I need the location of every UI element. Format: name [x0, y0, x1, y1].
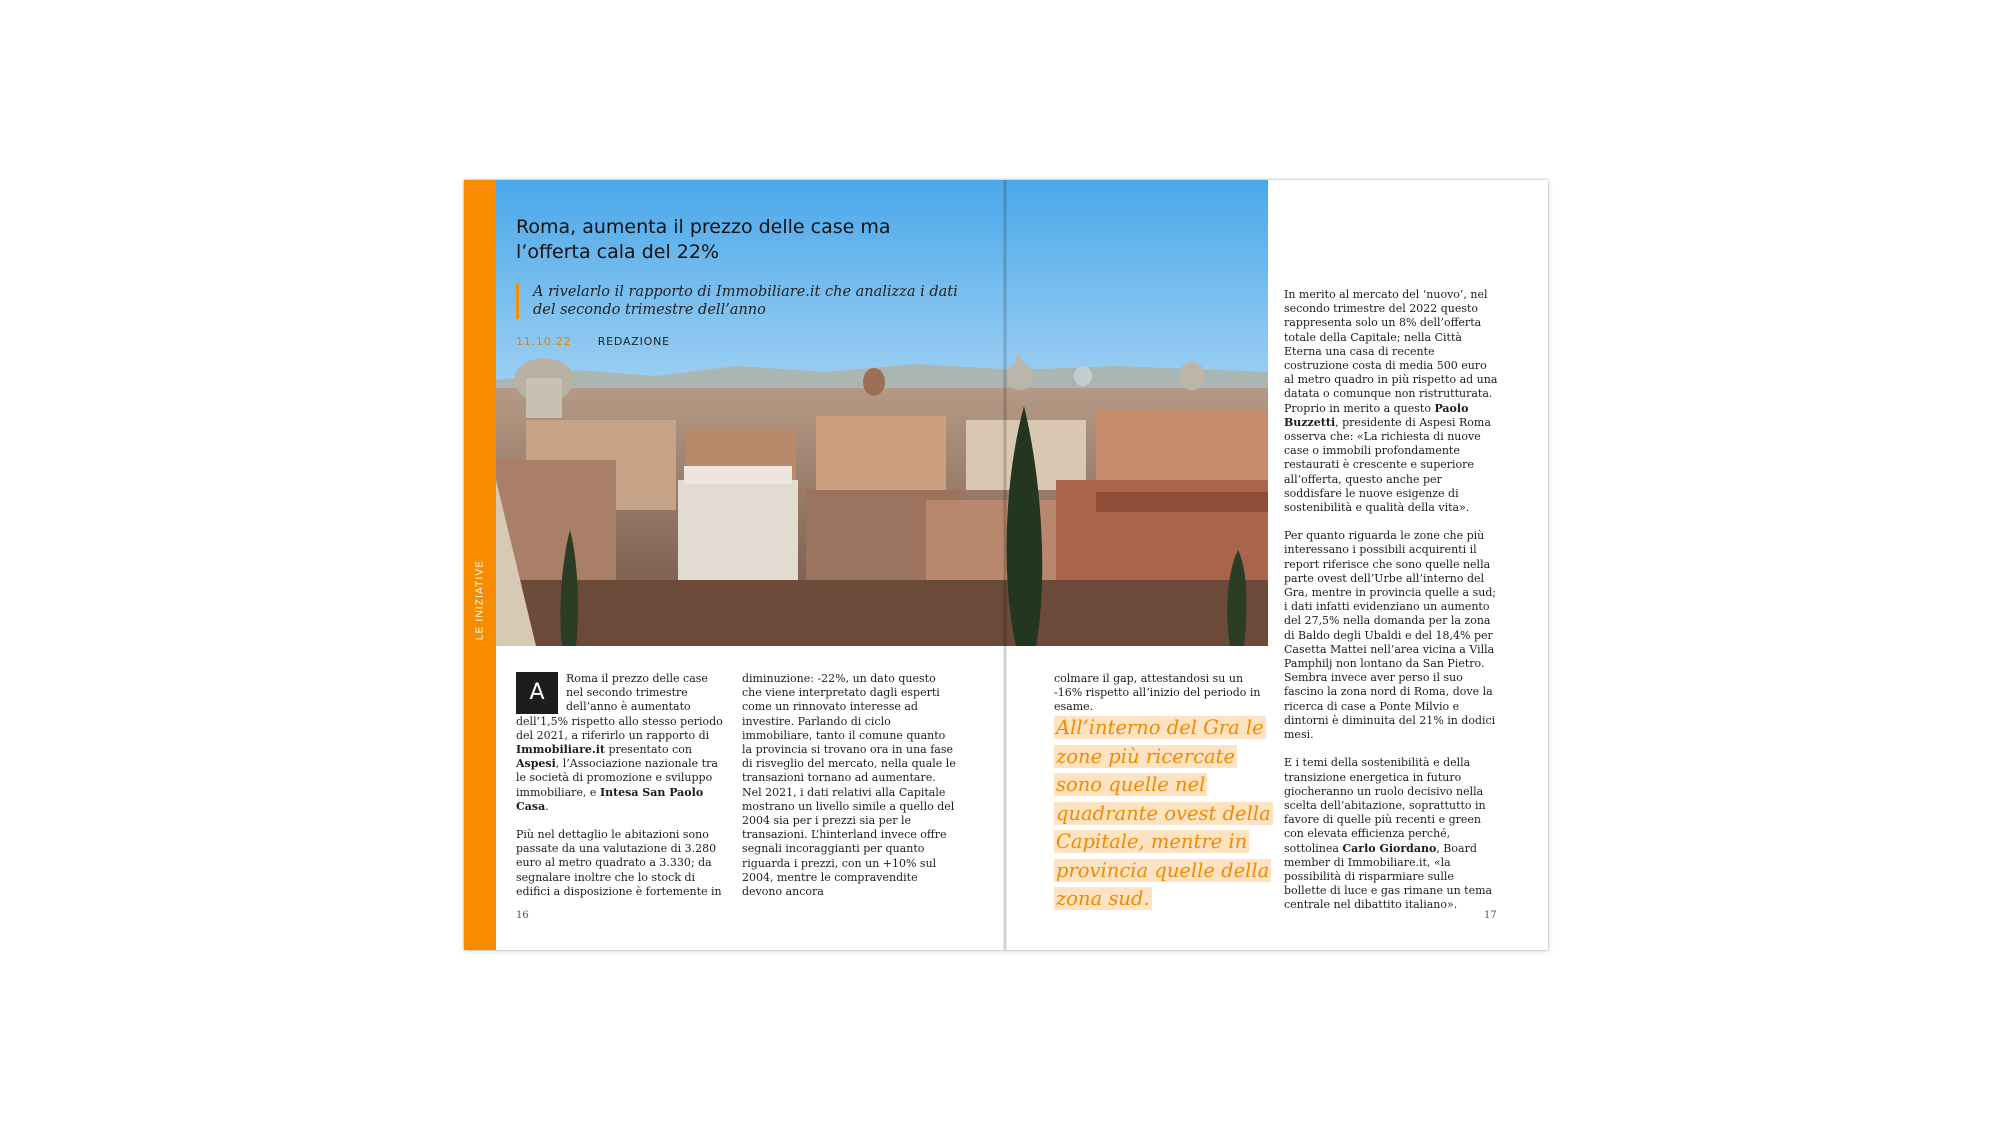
- paragraph: E i temi della sostenibilità e della transizione energetica in futuro giocheranno un ruolo decisivo nella scelta dell’abitazione, soprattutto in favore di quelle più recenti e green con elevata efficienza perché, sottolinea Carlo Giordano, Board member di Immobiliare.it, «la possibilità di risparmiare sulle bollette di luce e gas rimane un tema centrale nel dibattito italiano».: [1284, 756, 1493, 912]
- section-label: LE INIZIATIVE: [474, 559, 486, 641]
- text-column-1: [516, 672, 726, 913]
- pull-quote: All’interno del Gra le zone più ricercate sono quelle nel quadrante ovest della Capitale, mentre in provincia quelle della zona sud.: [1056, 716, 1271, 910]
- section-tab: [470, 540, 490, 660]
- page-number-left: 16: [516, 910, 529, 921]
- drop-cap: A: [516, 672, 558, 714]
- paragraph: Roma il prezzo delle case nel secondo trimestre dell’anno è aumentato dell’1,5% rispetto allo stesso periodo del 2021, a riferirlo un rapporto di Immobiliare.it presentato con Aspesi, l’Associazione nazionale tra le società di promozione e sviluppo immobiliare, e Intesa San Paolo Casa.: [516, 672, 723, 813]
- page-gutter: [1003, 180, 1007, 950]
- text-column-4: [1284, 288, 1498, 927]
- magazine-spread: [464, 180, 1548, 950]
- article-author: REDAZIONE: [597, 335, 670, 348]
- paragraph: colmare il gap, attestandosi su un -16% rispetto all’inizio del periodo in esame.: [1054, 672, 1261, 714]
- page-number-right: 17: [1484, 910, 1497, 921]
- article-title: Roma, aumenta il prezzo delle case ma l’offerta cala del 22%: [516, 216, 891, 263]
- article-date: 11.10.22: [516, 335, 572, 348]
- article-subtitle: A rivelarlo il rapporto di Immobiliare.it che analizza i dati del secondo trimestre dell’anno: [516, 283, 973, 319]
- paragraph: Più nel dettaglio le abitazioni sono passate da una valutazione di 3.280 euro al metro quadrato a 3.330; da segnalare inoltre che lo stock di edifici a disposizione è fortemente in: [516, 828, 722, 898]
- text-column-2: [742, 672, 956, 913]
- paragraph: In merito al mercato del ‘nuovo’, nel secondo trimestre del 2022 questo rappresenta solo un 8% dell’offerta totale della Capitale; nella Città Eterna una casa di recente costruzione costa di media 500 euro al metro quadro in più rispetto ad una datata o comunque non ristrutturata. Proprio in merito a questo Paolo Buzzetti, presidente di Aspesi Roma osserva che: «La richiesta di nuove case o immobili profondamente restaurati è crescente e superiore all’offerta, questo anche per soddisfare le nuove esigenze di sostenibilità e qualità della vita».: [1284, 288, 1498, 515]
- article-meta: [516, 335, 670, 348]
- paragraph: diminuzione: -22%, un dato questo che viene interpretato dagli esperti come un rinnovato interesse ad investire. Parlando di ciclo immobiliare, tanto il comune quanto la provincia si trovano ora in una fase di risveglio del mercato, nella quale le transazioni tornano ad aumentare. Nel 2021, i dati relativi alla Capitale mostrano un livello simile a quello del 2004 sia per i prezzi sia per le transazioni. L’hinterland invece offre segnali incoraggianti per quanto riguarda i prezzi, con un +10% sul 2004, mentre le compravendite devono ancora: [742, 672, 956, 899]
- paragraph: Per quanto riguarda le zone che più interessano i possibili acquirenti il report riferisce che sono quelle nella parte ovest dell’Urbe all’interno del Gra, mentre in provincia quelle a sud; i dati infatti evidenziano un aumento del 27,5% nella domanda per la zona di Baldo degli Ubaldi e del 18,4% per Casetta Mattei nell’area vicina a Villa Pamphilj non lontano da San Pietro. Sembra invece aver perso il suo fascino la zona nord di Roma, dove la ricerca di case a Ponte Milvio e dintorni è diminuita del 21% in dodici mesi.: [1284, 529, 1497, 742]
